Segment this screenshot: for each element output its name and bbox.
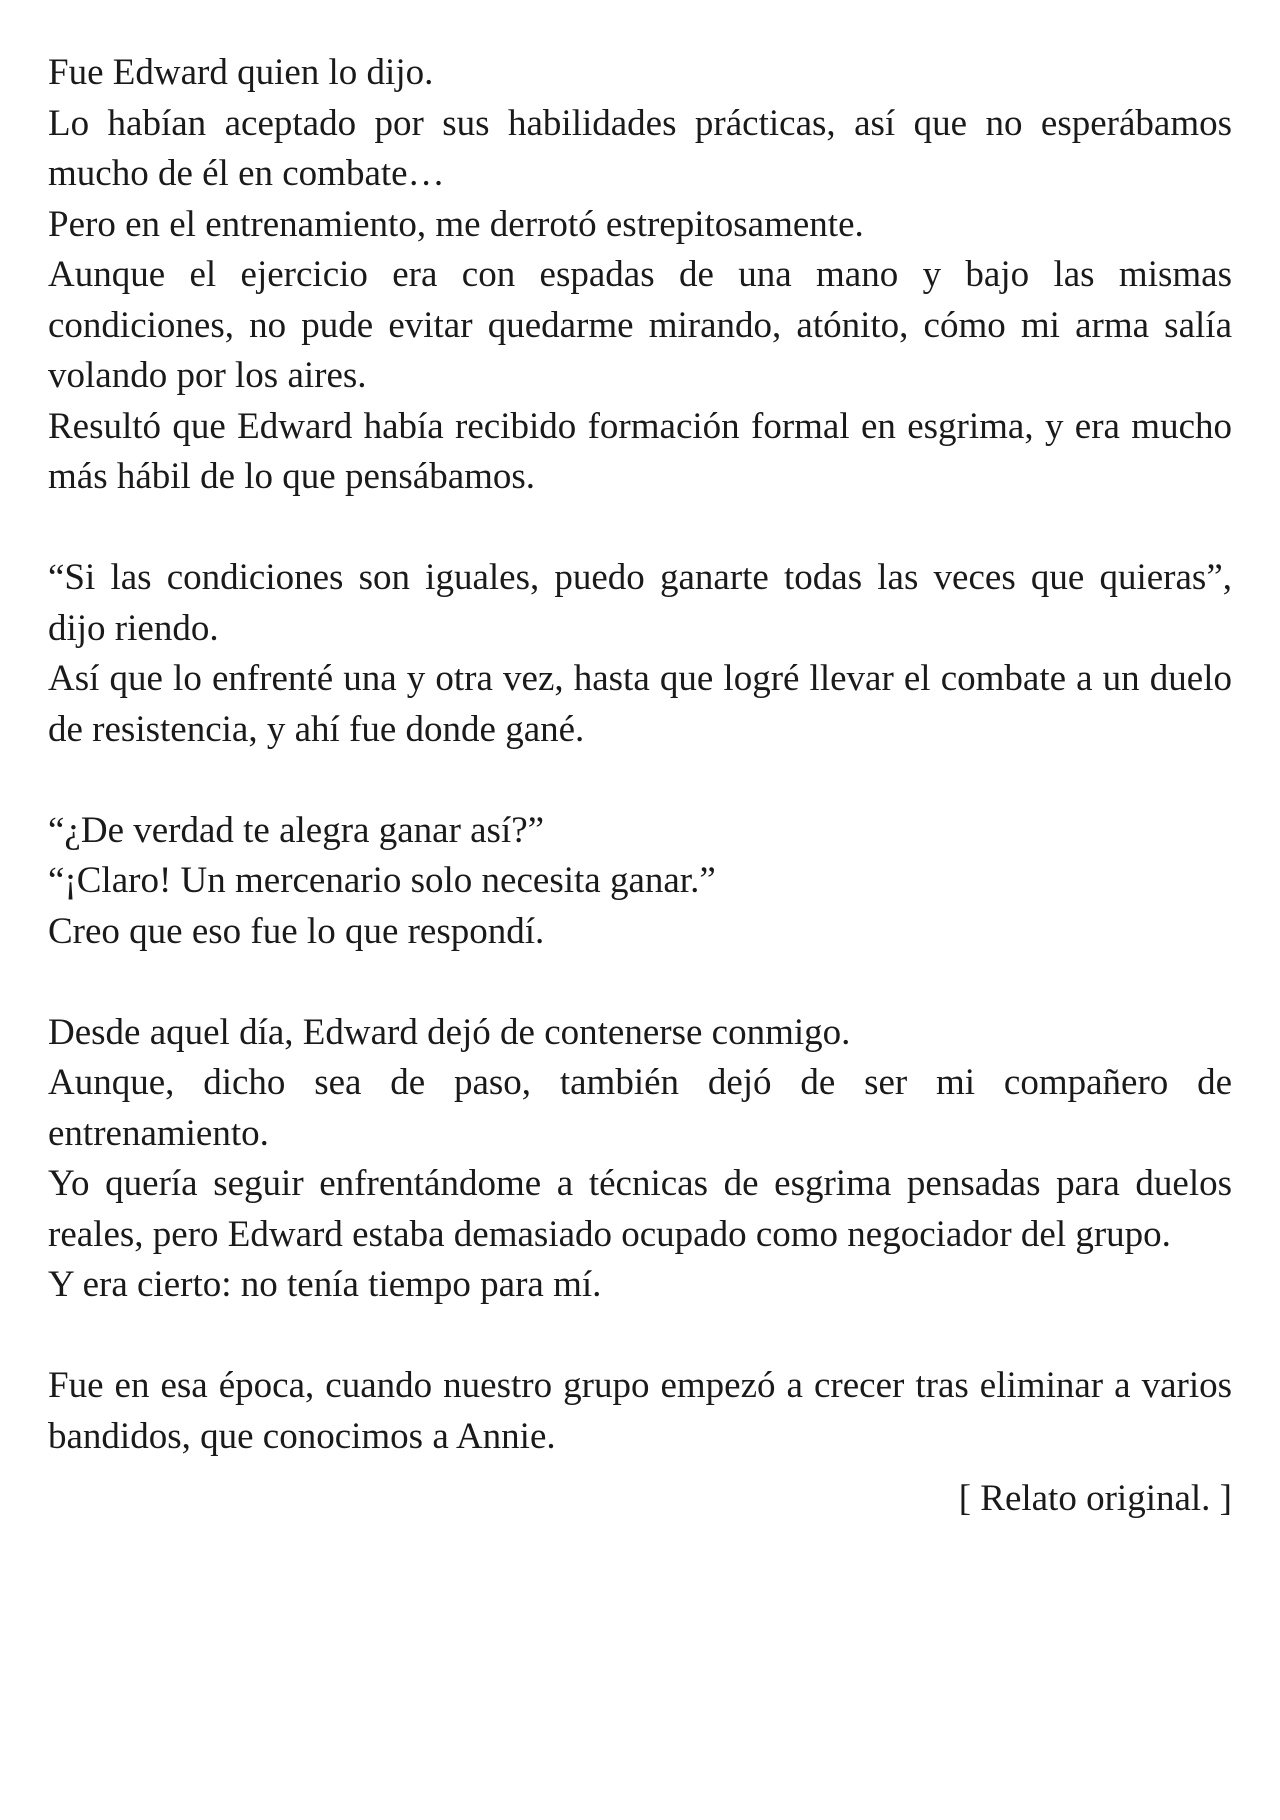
paragraph: “Si las condiciones son iguales, puedo ganarte todas las veces que quieras”, dijo riendo.	[48, 557, 1232, 649]
paragraph: Fue Edward quien lo dijo.	[48, 52, 434, 93]
paragraph-gap	[48, 755, 1232, 806]
paragraph: Creo que eso fue lo que respondí.	[48, 910, 545, 952]
paragraph: Resultó que Edward había recibido formación formal en esgrima, y era mucho más hábil de lo que pensábamos.	[48, 405, 1232, 497]
paragraph: Lo habían aceptado por sus habilidades prácticas, así que no esperábamos mucho de él en combate…	[48, 102, 1232, 194]
paragraph-gap	[48, 957, 1232, 1008]
paragraph-gap	[48, 503, 1232, 554]
signature-note: [ Relato original. ]	[958, 1478, 1232, 1519]
paragraph: “¡Claro! Un mercenario solo necesita ganar.”	[48, 860, 716, 901]
paragraph: Pero en el entrenamiento, me derrotó estrepitosamente.	[48, 203, 864, 245]
paragraph: Yo quería seguir enfrentándome a técnicas de esgrima pensadas para duelos reales, pero Edward estaba demasiado ocupado como negociador del grupo.	[48, 1163, 1232, 1255]
paragraph-gap	[48, 1311, 1232, 1362]
paragraph: Aunque, dicho sea de paso, también dejó de ser mi compañero de entrenamiento.	[48, 1062, 1232, 1154]
paragraph: “¿De verdad te alegra ganar así?”	[48, 809, 545, 851]
document-page	[48, 48, 1232, 1772]
paragraph: Fue en esa época, cuando nuestro grupo empezó a crecer tras eliminar a varios bandidos, que conocimos a Annie.	[48, 1365, 1232, 1457]
paragraph: Aunque el ejercicio era con espadas de una mano y bajo las mismas condiciones, no pude evitar quedarme mirando, atónito, cómo mi arma salía volando por los aires.	[48, 254, 1232, 396]
paragraph: Desde aquel día, Edward dejó de contenerse conmigo.	[48, 1011, 851, 1053]
paragraph: Y era cierto: no tenía tiempo para mí.	[48, 1264, 602, 1305]
story-text	[48, 48, 1232, 1462]
paragraph: Así que lo enfrenté una y otra vez, hasta que logré llevar el combate a un duelo de resistencia, y ahí fue donde gané.	[48, 658, 1232, 750]
